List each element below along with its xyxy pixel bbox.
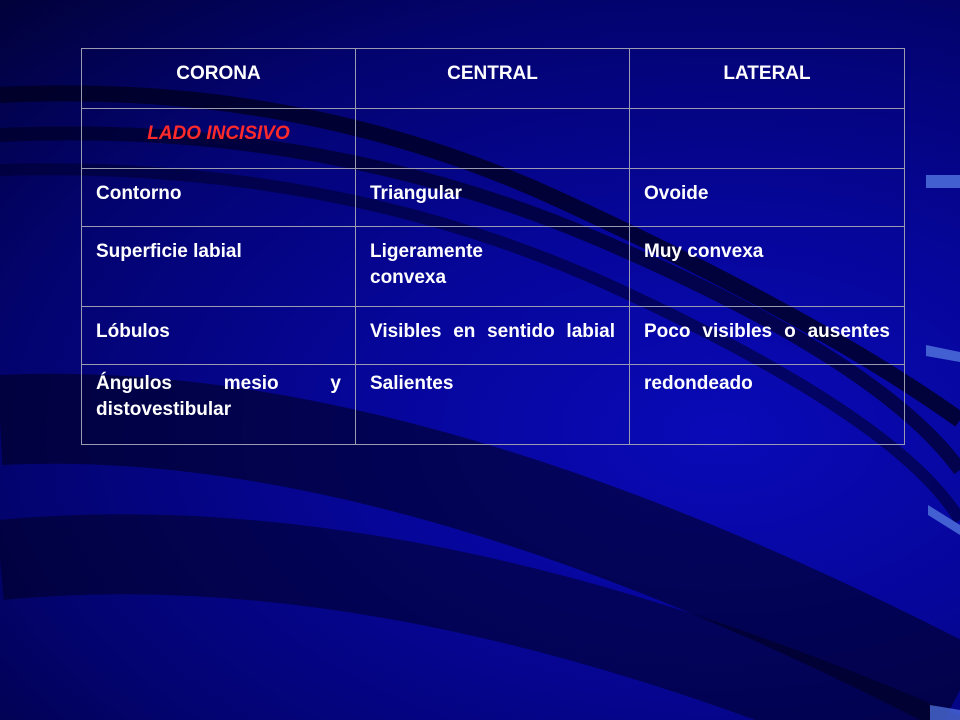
central-value: Triangular [356,169,630,227]
row-label: Superficie labial [82,227,356,307]
row-label: Contorno [82,169,356,227]
header-cell-corona: CORONA [82,49,356,109]
comparison-table [81,48,905,445]
lateral-value: Muy convexa [630,227,905,307]
section-row [82,109,905,169]
header-cell-lateral: LATERAL [630,49,905,109]
table-row [82,365,905,445]
lateral-value: redondeado [630,365,905,445]
header-cell-central: CENTRAL [356,49,630,109]
header-row [82,49,905,109]
lateral-value: Ovoide [630,169,905,227]
row-label: Lóbulos [82,307,356,365]
central-value: Visibles en sentido labial [356,307,630,365]
table-row [82,307,905,365]
central-value: Ligeramente convexa [356,227,630,307]
section-empty-cell [630,109,905,169]
section-label: LADO INCISIVO [82,109,356,169]
section-empty-cell [356,109,630,169]
table-row [82,169,905,227]
table-row [82,227,905,307]
central-value: Salientes [356,365,630,445]
lateral-value: Poco visibles o ausentes [630,307,905,365]
row-label: Ángulos mesio y distovestibular [82,365,356,445]
